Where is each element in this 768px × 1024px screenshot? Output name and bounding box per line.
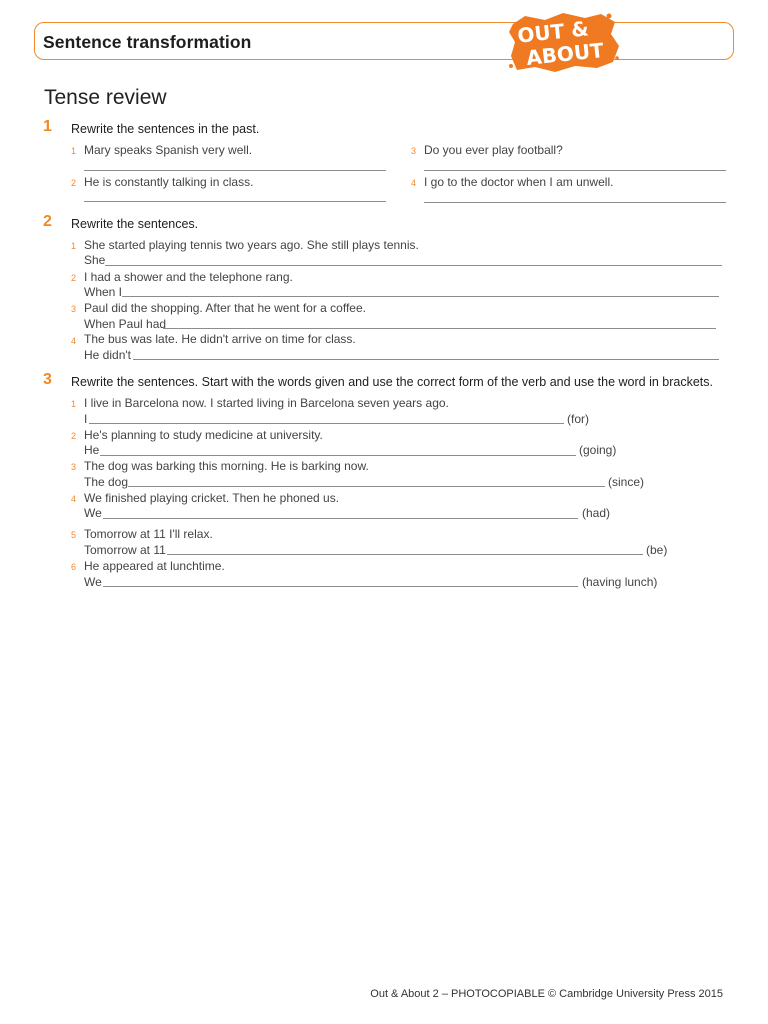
item-prompt: He is constantly talking in class. [84, 175, 254, 189]
item-number: 2 [71, 431, 77, 441]
page-title: Sentence transformation [43, 32, 252, 52]
item-prompt: The bus was late. He didn't arrive on time for class. [84, 332, 356, 346]
answer-start: She [84, 253, 106, 267]
answer-line[interactable] [133, 359, 719, 360]
bracket-hint: (since) [608, 475, 645, 489]
item-prompt: Do you ever play football? [424, 143, 563, 157]
answer-start: He didn't [84, 348, 131, 362]
item-number: 1 [71, 399, 77, 409]
exercise-number: 2 [43, 213, 52, 230]
bracket-hint: (be) [646, 543, 668, 557]
item-number: 2 [71, 178, 77, 188]
item-prompt: He appeared at lunchtime. [84, 559, 225, 573]
item-prompt: I live in Barcelona now. I started living in Barcelona seven years ago. [84, 396, 449, 410]
answer-start: We [84, 506, 102, 520]
answer-start: Tomorrow at 11 [84, 543, 166, 557]
item-prompt: He's planning to study medicine at university. [84, 428, 323, 442]
item-prompt: Paul did the shopping. After that he went for a coffee. [84, 301, 366, 315]
answer-line[interactable] [84, 170, 386, 171]
item-number: 4 [411, 178, 417, 188]
footer-copyright: Out & About 2 – PHOTOCOPIABLE © Cambridge University Press 2015 [370, 988, 723, 1000]
bracket-hint: (having lunch) [582, 575, 658, 589]
answer-start: I [84, 412, 88, 426]
answer-line[interactable] [128, 486, 605, 487]
exercise-instruction: Rewrite the sentences. Start with the words given and use the correct form of the verb and use the word in brackets. [71, 375, 713, 389]
exercise-number: 1 [43, 118, 52, 135]
answer-line[interactable] [89, 423, 564, 424]
bracket-hint: (for) [567, 412, 589, 426]
item-number: 3 [411, 146, 417, 156]
answer-line[interactable] [105, 265, 722, 266]
answer-line[interactable] [163, 328, 716, 329]
exercise-instruction: Rewrite the sentences. [71, 217, 199, 231]
item-number: 5 [71, 530, 77, 540]
item-prompt: The dog was barking this morning. He is barking now. [84, 459, 369, 473]
item-number: 4 [71, 494, 77, 504]
item-prompt: I go to the doctor when I am unwell. [424, 175, 614, 189]
answer-start: When Paul had [84, 317, 167, 331]
bracket-hint: (going) [579, 443, 617, 457]
answer-line[interactable] [100, 455, 576, 456]
item-prompt: She started playing tennis two years ago. She still plays tennis. [84, 238, 419, 252]
answer-line[interactable] [167, 554, 643, 555]
item-prompt: I had a shower and the telephone rang. [84, 270, 293, 284]
item-number: 4 [71, 336, 77, 346]
answer-line[interactable] [84, 201, 386, 202]
section-title: Tense review [44, 86, 167, 109]
answer-start: We [84, 575, 102, 589]
item-number: 1 [71, 241, 77, 251]
answer-start: The dog [84, 475, 129, 489]
bracket-hint: (had) [582, 506, 611, 520]
item-prompt: We finished playing cricket. Then he phoned us. [84, 491, 340, 505]
answer-line[interactable] [122, 296, 719, 297]
item-number: 3 [71, 462, 77, 472]
item-number: 6 [71, 562, 77, 572]
answer-line[interactable] [424, 202, 726, 203]
item-prompt: Mary speaks Spanish very well. [84, 143, 253, 157]
answer-line[interactable] [424, 170, 726, 171]
answer-start: When I [84, 285, 123, 299]
item-prompt: Tomorrow at 11 I'll relax. [84, 527, 213, 541]
exercise-number: 3 [43, 371, 52, 388]
out-and-about-logo [505, 10, 623, 74]
answer-start: He [84, 443, 100, 457]
logo-text-top: OUT & [516, 16, 590, 48]
item-number: 3 [71, 304, 77, 314]
logo-text-bottom: ABOUT [525, 38, 605, 70]
exercise-instruction: Rewrite the sentences in the past. [71, 122, 260, 136]
answer-line[interactable] [103, 586, 578, 587]
item-number: 2 [71, 273, 77, 283]
answer-line[interactable] [103, 518, 578, 519]
item-number: 1 [71, 146, 77, 156]
